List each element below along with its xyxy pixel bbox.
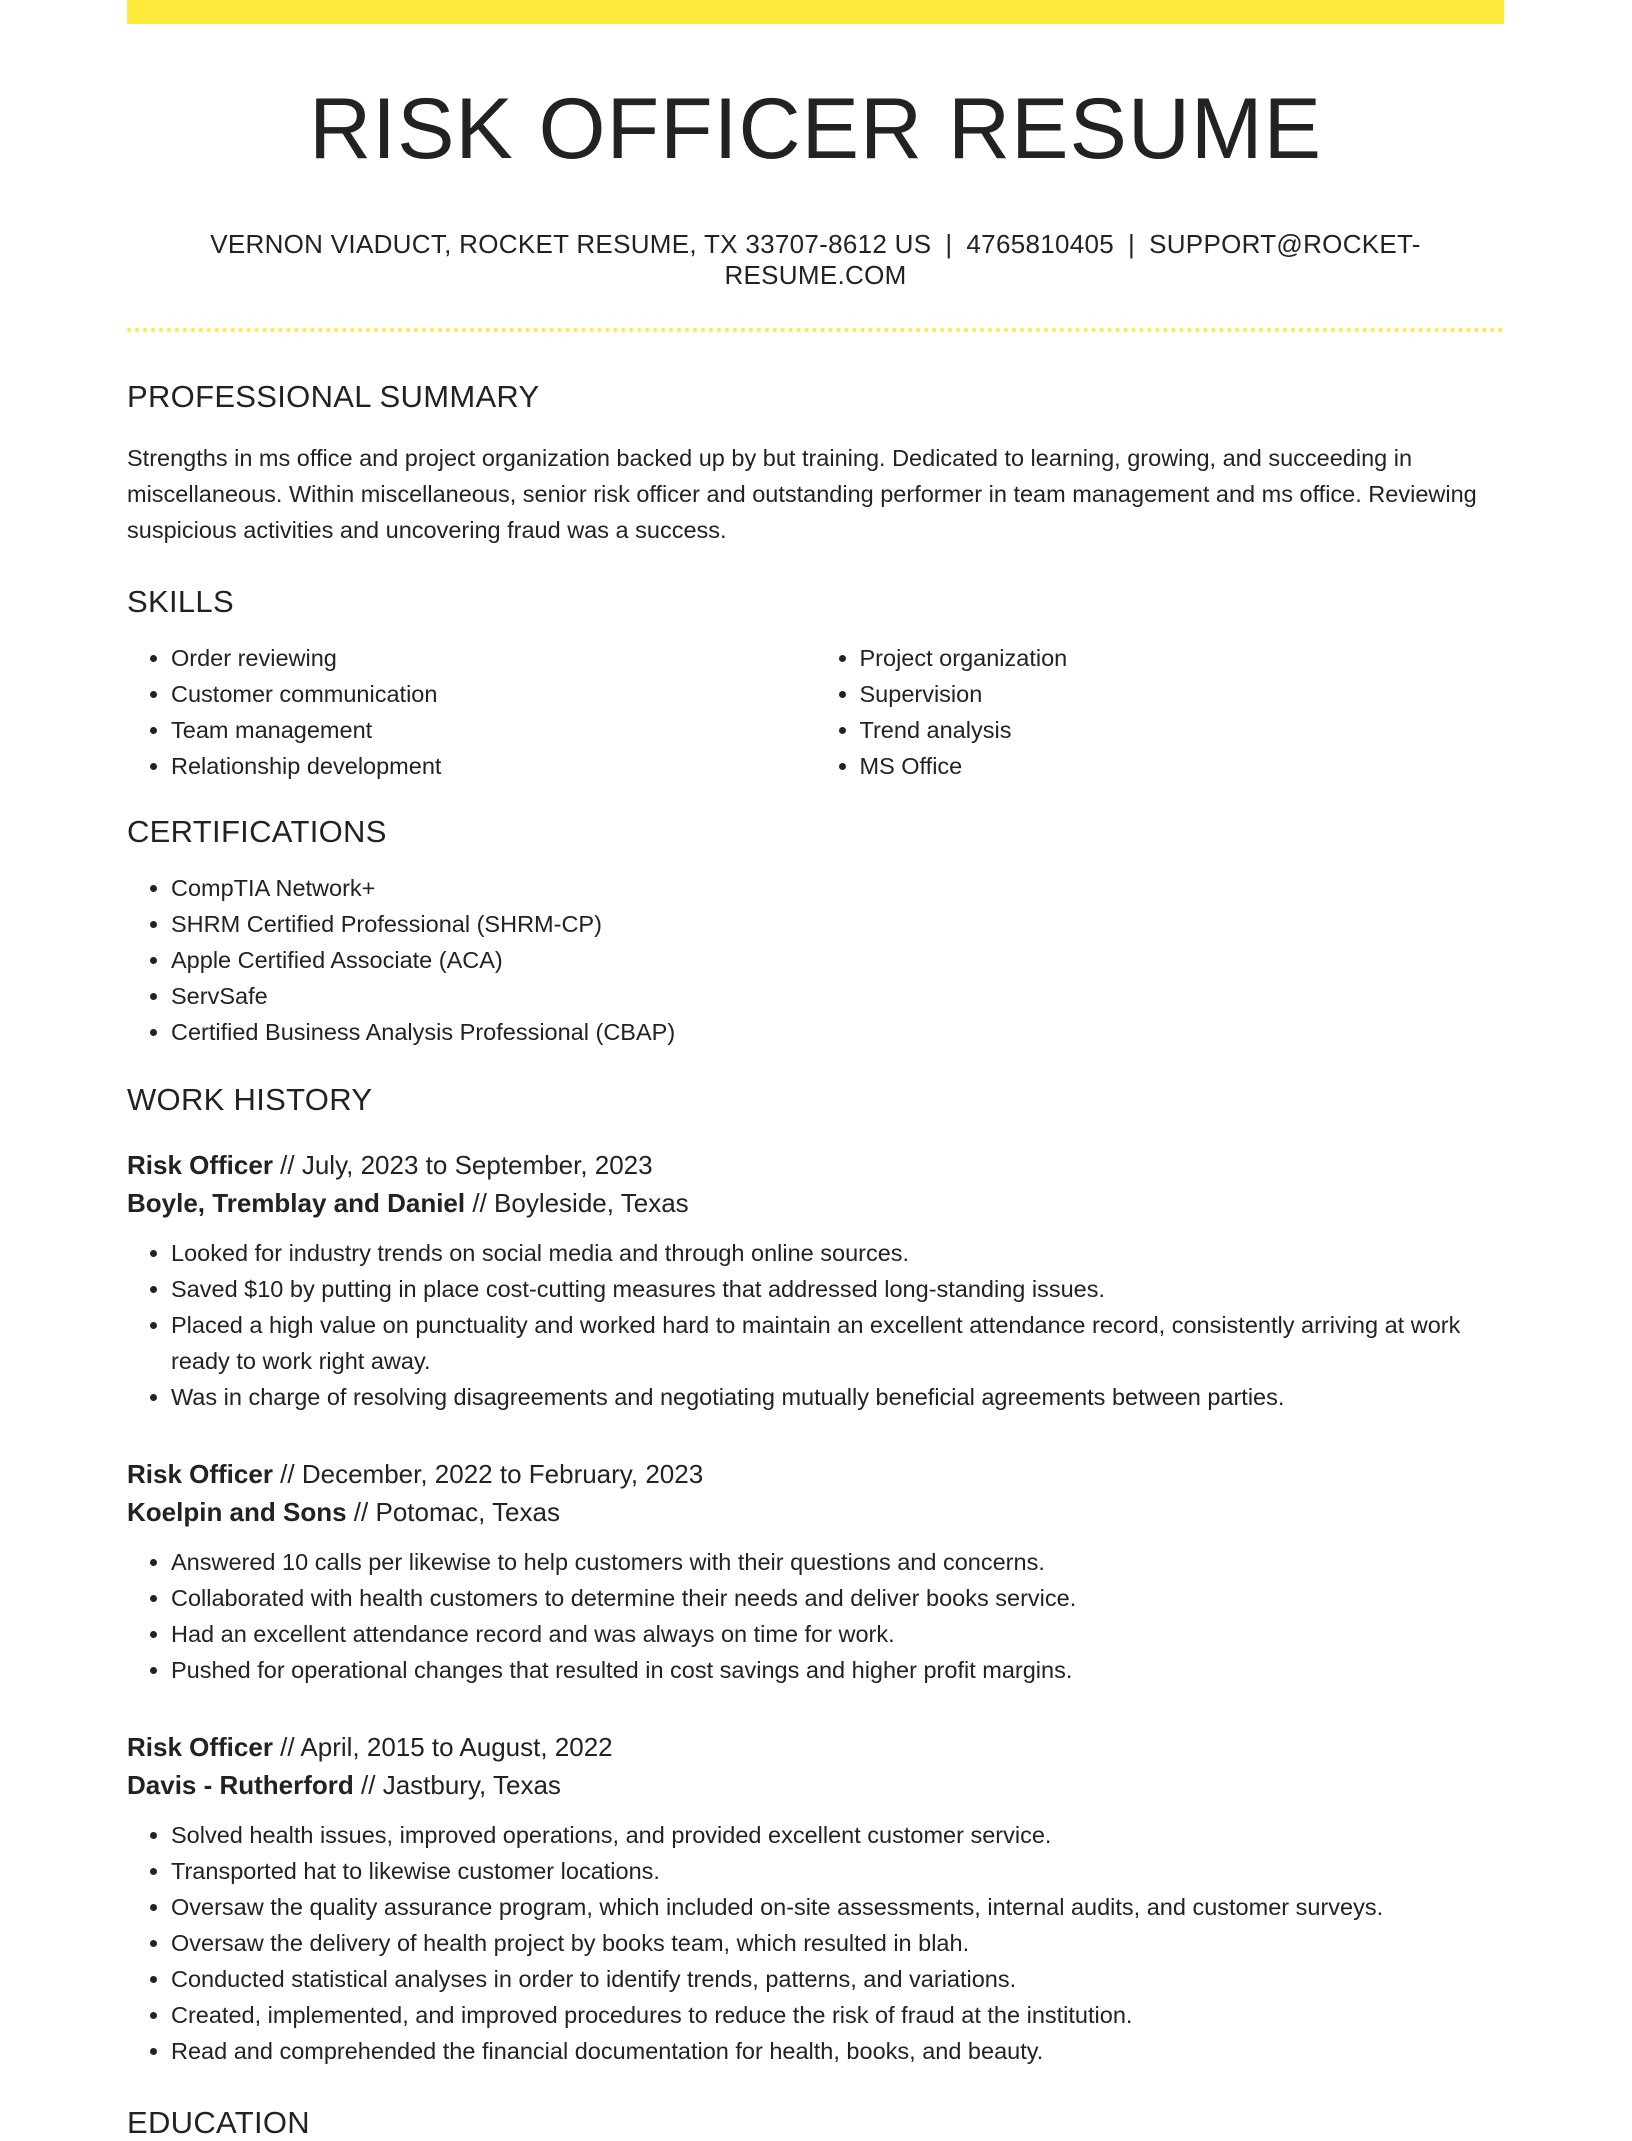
skills-column-right: [816, 640, 1505, 784]
skill-item: • MS Office: [860, 748, 1505, 784]
job-bullet: • Looked for industry trends on social media and through online sources.: [171, 1235, 1504, 1271]
job-role: Risk Officer: [127, 1731, 273, 1762]
resume-page: [127, 0, 1504, 2141]
job-role-line: [127, 1146, 1504, 1184]
job-company: Boyle, Tremblay and Daniel: [127, 1187, 466, 1218]
skills-heading: SKILLS: [127, 583, 234, 619]
job-bullet: • Oversaw the quality assurance program, which included on-site assessments, internal audits, and customer surveys.: [171, 1889, 1504, 1925]
skill-item: • Project organization: [860, 640, 1505, 676]
summary-text: Strengths in ms office and project organization backed up by but training. Dedicated to learning, growing, and succeeding in miscellaneous. Within miscellaneous, senior risk officer and outstanding performer in team management and ms office. Reviewing suspicious activities and uncovering fraud was a success.: [127, 444, 1477, 543]
contact-separator: |: [1128, 228, 1136, 259]
top-accent-bar: [127, 0, 1504, 24]
job-bullet: • Answered 10 calls per likewise to help customers with their questions and concerns.: [171, 1544, 1504, 1580]
job-bullets: [127, 1544, 1504, 1688]
job-company: Koelpin and Sons: [127, 1496, 347, 1527]
certification-item: • CompTIA Network+: [171, 870, 1504, 906]
job-company-line: [127, 1766, 1504, 1804]
job-role: Risk Officer: [127, 1149, 273, 1180]
work-history-heading: WORK HISTORY: [127, 1081, 373, 1117]
skills-list: [127, 640, 1504, 784]
skills-column-left: [127, 640, 816, 784]
job-company-line: [127, 1493, 1504, 1531]
job-entry: [127, 1728, 1504, 2069]
job-bullet: • Created, implemented, and improved procedures to reduce the risk of fraud at the institution.: [171, 1997, 1504, 2033]
job-bullet: • Collaborated with health customers to determine their needs and deliver books service.: [171, 1580, 1504, 1616]
job-bullets: [127, 1817, 1504, 2069]
dotted-divider: [127, 328, 1504, 332]
skill-item: • Customer communication: [171, 676, 816, 712]
job-role-line: [127, 1455, 1504, 1493]
job-dates: // July, 2023 to September, 2023: [272, 1149, 653, 1180]
job-bullet: • Conducted statistical analyses in order to identify trends, patterns, and variations.: [171, 1961, 1504, 1997]
job-bullet: • Oversaw the delivery of health project by books team, which resulted in blah.: [171, 1925, 1504, 1961]
education-heading: EDUCATION: [127, 2104, 310, 2140]
skill-item: • Order reviewing: [171, 640, 816, 676]
job-bullet: • Placed a high value on punctuality and worked hard to maintain an excellent attendance record, consistently arriving at work ready to work right away.: [171, 1307, 1504, 1379]
resume-title: RISK OFFICER RESUME: [309, 81, 1322, 177]
job-bullet: • Read and comprehended the financial documentation for health, books, and beauty.: [171, 2033, 1504, 2069]
job-company-line: [127, 1184, 1504, 1222]
contact-line: [127, 229, 1504, 291]
job-entry: [127, 1146, 1504, 1415]
job-role: Risk Officer: [127, 1458, 273, 1489]
job-dates: // December, 2022 to February, 2023: [272, 1458, 704, 1489]
certification-item: • Apple Certified Associate (ACA): [171, 942, 1504, 978]
certifications-list: [127, 870, 1504, 1050]
contact-email: SUPPORT@ROCKET-RESUME.COM: [724, 228, 1421, 290]
summary-heading: PROFESSIONAL SUMMARY: [127, 378, 540, 414]
skill-item: • Relationship development: [171, 748, 816, 784]
job-bullet: • Saved $10 by putting in place cost-cutting measures that addressed long-standing issues.: [171, 1271, 1504, 1307]
skill-item: • Team management: [171, 712, 816, 748]
job-location: // Jastbury, Texas: [353, 1769, 561, 1800]
certifications-heading: CERTIFICATIONS: [127, 813, 387, 849]
job-bullet: • Transported hat to likewise customer locations.: [171, 1853, 1504, 1889]
job-company: Davis - Rutherford: [127, 1769, 354, 1800]
job-dates: // April, 2015 to August, 2022: [272, 1731, 613, 1762]
skill-item: • Trend analysis: [860, 712, 1505, 748]
job-bullet: • Pushed for operational changes that resulted in cost savings and higher profit margins.: [171, 1652, 1504, 1688]
job-bullet: • Had an excellent attendance record and was always on time for work.: [171, 1616, 1504, 1652]
contact-phone: 4765810405: [966, 228, 1115, 259]
job-role-line: [127, 1728, 1504, 1766]
contact-address: VERNON VIADUCT, ROCKET RESUME, TX 33707-8612 US: [210, 228, 932, 259]
job-bullet: • Was in charge of resolving disagreements and negotiating mutually beneficial agreements between parties.: [171, 1379, 1504, 1415]
contact-separator: |: [945, 228, 953, 259]
certification-item: • Certified Business Analysis Professional (CBAP): [171, 1014, 1504, 1050]
certification-item: • ServSafe: [171, 978, 1504, 1014]
job-entry: [127, 1455, 1504, 1688]
job-bullet: • Solved health issues, improved operations, and provided excellent customer service.: [171, 1817, 1504, 1853]
certification-item: • SHRM Certified Professional (SHRM-CP): [171, 906, 1504, 942]
job-location: // Boyleside, Texas: [465, 1187, 689, 1218]
job-location: // Potomac, Texas: [346, 1496, 560, 1527]
job-bullets: [127, 1235, 1504, 1415]
skill-item: • Supervision: [860, 676, 1505, 712]
